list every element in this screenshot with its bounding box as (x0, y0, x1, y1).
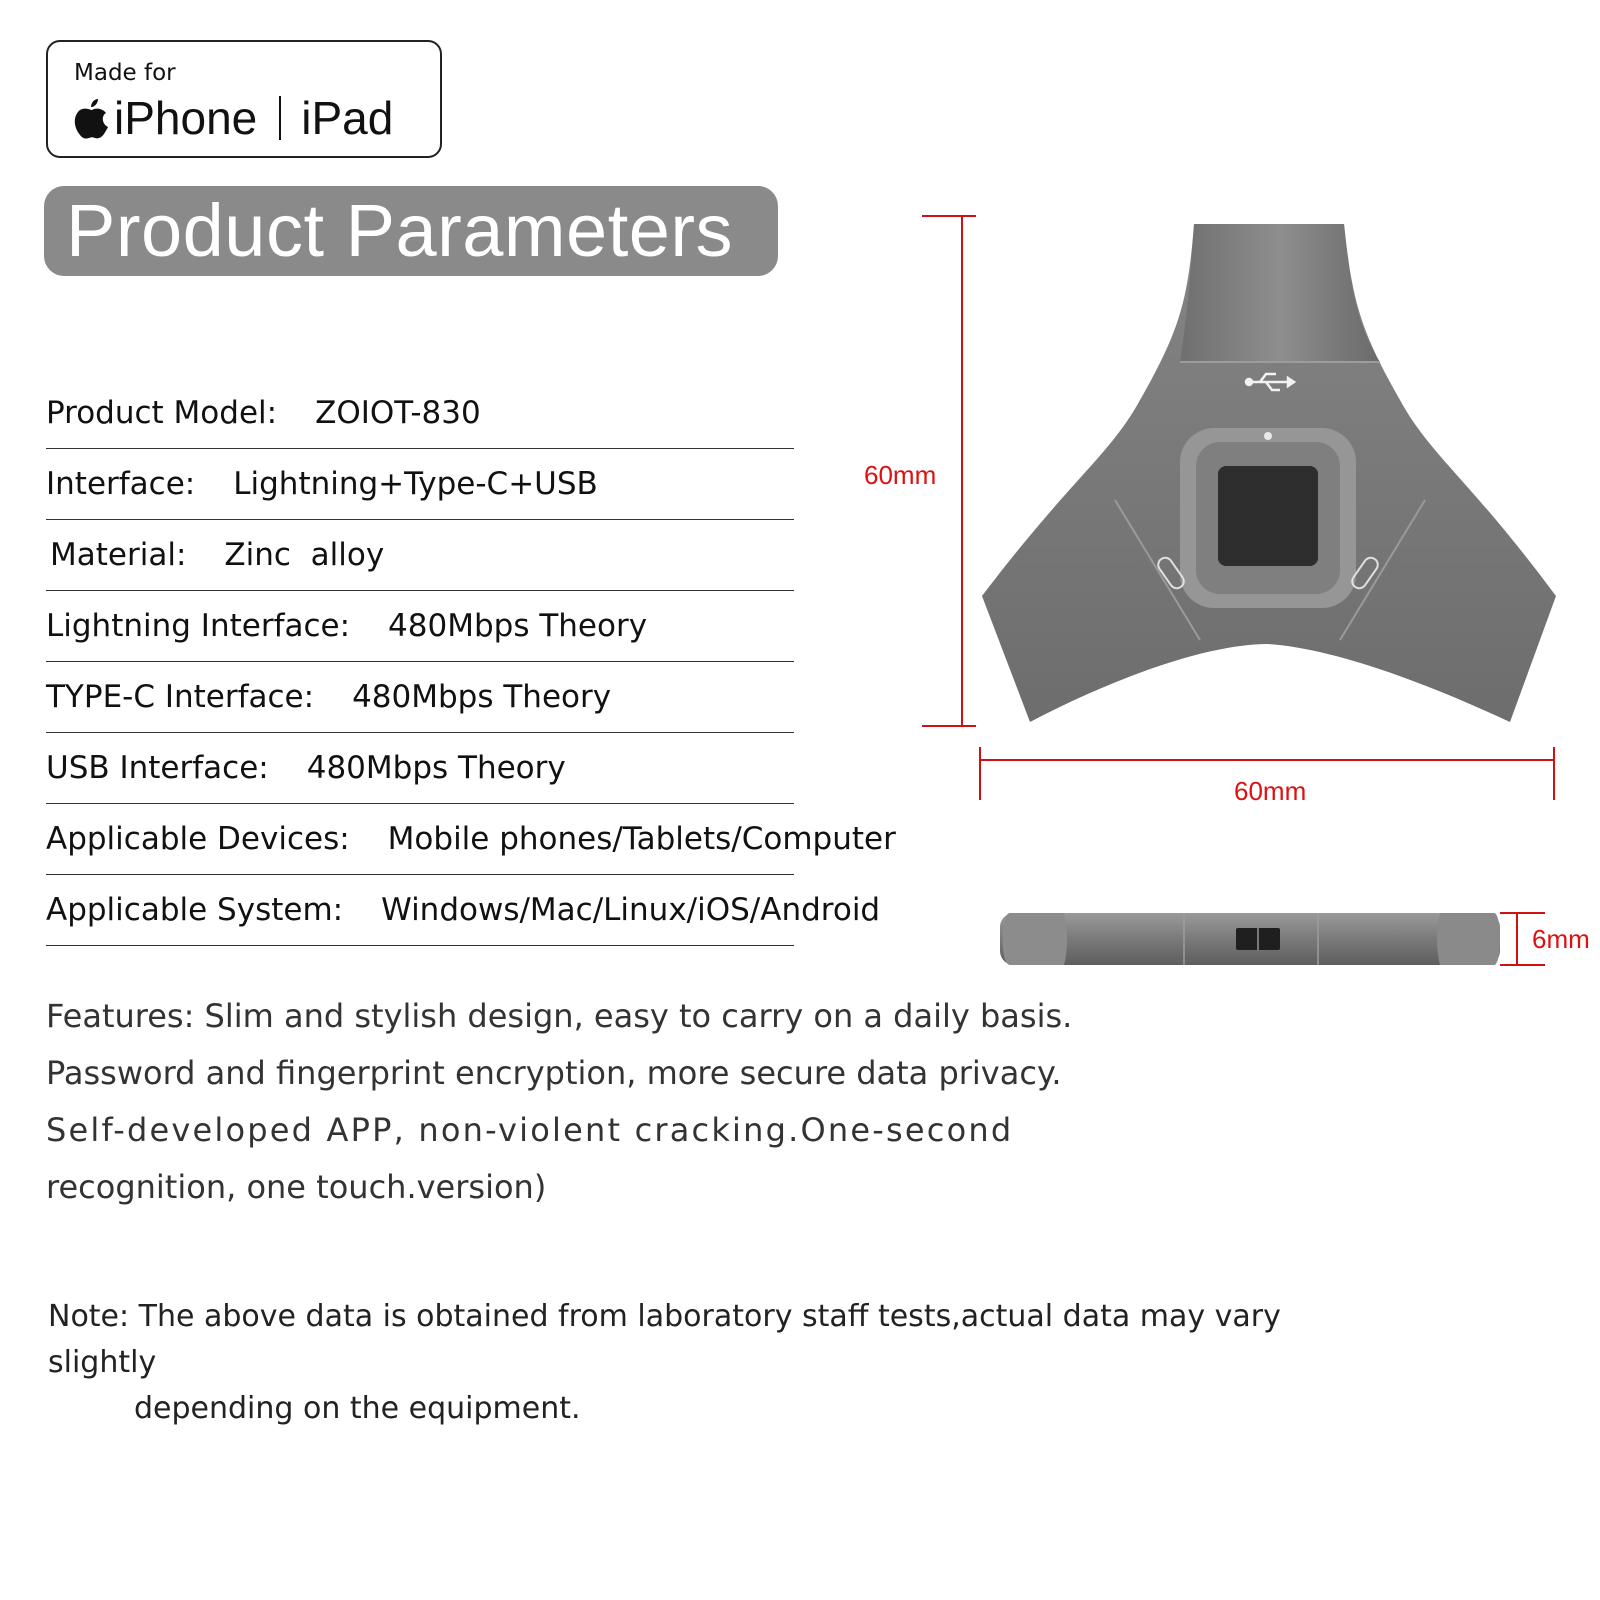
spec-value: 480Mbps Theory (388, 608, 648, 644)
width-dimension-label: 60mm (1234, 776, 1307, 806)
spec-value: 480Mbps Theory (306, 750, 566, 786)
note-text (48, 1294, 1348, 1432)
spec-value: Mobile phones/Tablets/Computer (387, 821, 896, 857)
spec-label: Interface: (46, 466, 196, 502)
feature-line: Features: Slim and stylish design, easy to carry on a daily basis. (46, 997, 1073, 1035)
features-text (46, 988, 1086, 1216)
ipad-label: iPad (301, 92, 394, 144)
spec-label: Applicable Devices: (46, 821, 350, 857)
height-dimension-label: 60mm (864, 460, 937, 490)
spec-label: Material: (50, 537, 187, 573)
spec-label: USB Interface: (46, 750, 269, 786)
made-for-label: Made for (74, 60, 176, 86)
page-title: Product Parameters (66, 189, 734, 272)
iphone-label: iPhone (114, 92, 258, 144)
spec-label: Applicable System: (46, 892, 344, 928)
spec-value: ZOIOT-830 (315, 395, 481, 431)
device-top-view (982, 224, 1556, 722)
spec-label: Lightning Interface: (46, 608, 351, 644)
feature-line: Password and fingerprint encryption, more secure data privacy. (46, 1054, 1062, 1092)
feature-line: recognition, one touch.version) (46, 1168, 547, 1206)
spec-value: Zinc alloy (224, 537, 385, 573)
note-line-1: Note: The above data is obtained from laboratory staff tests,actual data may vary slightly (48, 1299, 1281, 1380)
device-side-view (1000, 913, 1500, 965)
note-line-2: depending on the equipment. (134, 1391, 581, 1426)
spec-label: Product Model: (46, 395, 278, 431)
spec-label: TYPE-C Interface: (46, 679, 315, 715)
spec-value: Lightning+Type-C+USB (233, 466, 598, 502)
thickness-dimension-label: 6mm (1532, 924, 1590, 954)
spec-value: Windows/Mac/Linux/iOS/Android (381, 892, 881, 928)
feature-line: Self-developed APP, non-violent cracking.One-second (46, 1111, 1014, 1149)
spec-value: 480Mbps Theory (352, 679, 612, 715)
